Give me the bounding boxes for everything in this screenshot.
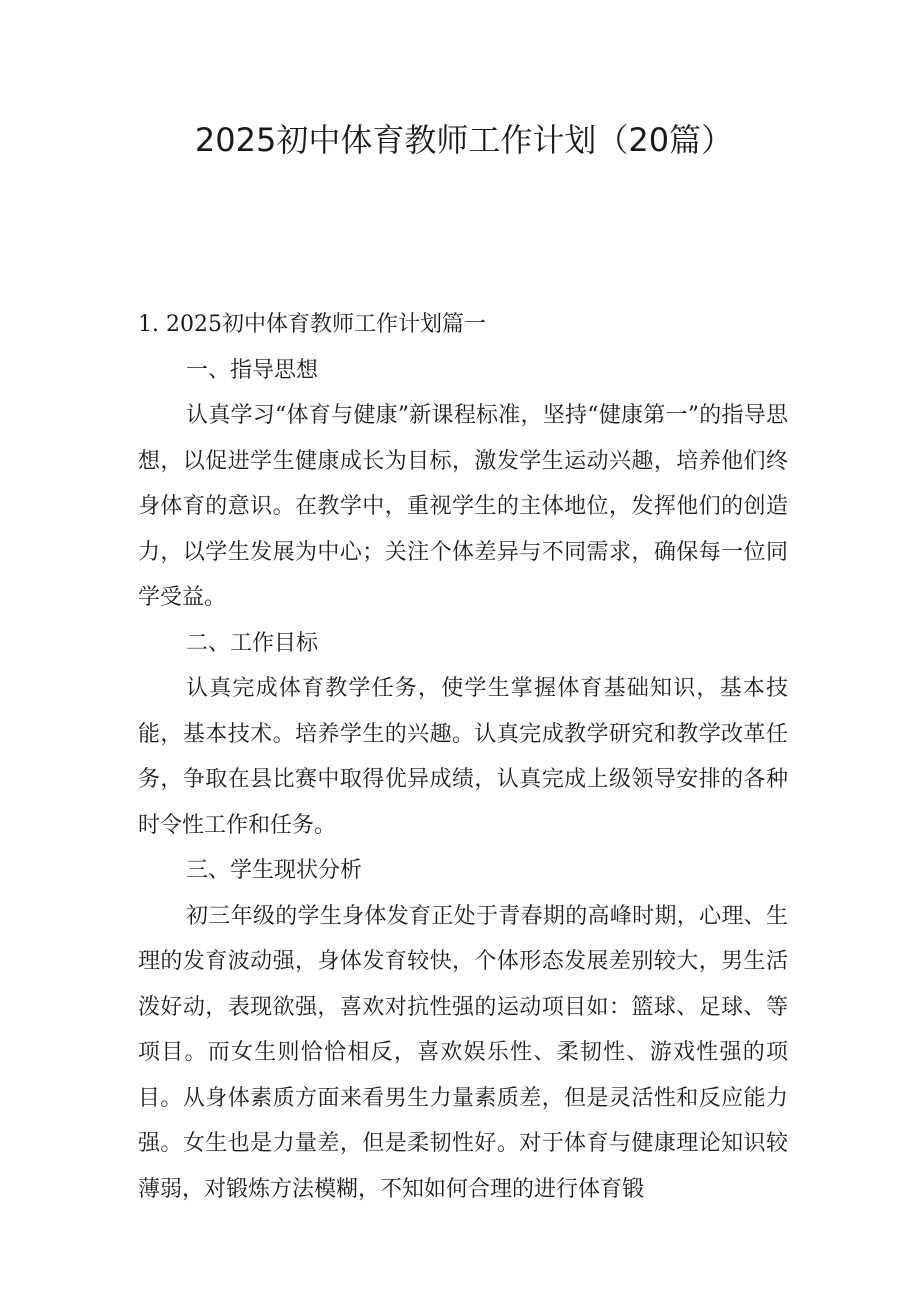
heading-student-analysis: 三、学生现状分析 — [186, 858, 363, 883]
paragraph-guiding-ideology: 认真学习“体育与健康”新课程标准，坚持“健康第一”的指导思想，以促进学生健康成长为目标，激发学生运动兴趣，培养他们终身体育的意识。在教学中，重视学生的主体地位，发挥他们的创造力，以学生发展为中心；关注个体差异与不同需求，确保每一位同学受益。 — [138, 403, 788, 610]
paragraph-student-analysis: 初三年级的学生身体发育正处于青春期的高峰时期，心理、生理的发育波动强，身体发育较快，个体形态发展差别较大，男生活泼好动，表现欲强，喜欢对抗性强的运动项目如：篮球、足球、等项目。而女生则恰恰相反，喜欢娱乐性、柔韧性、游戏性强的项目。从身体素质方面来看男生力量素质差，但是灵活性和反应能力强。女生也是力量差，但是柔韧性好。对于体育与健康理论知识较薄弱，对锻炼方法模糊，不知如何合理的进行体育锻 — [138, 903, 788, 1202]
document-title: 2025初中体育教师工作计划（20篇） — [194, 121, 734, 159]
document-body — [138, 302, 788, 1212]
section-title: 1. 2025初中体育教师工作计划篇一 — [138, 312, 486, 337]
paragraph-work-goals: 认真完成体育教学任务，使学生掌握体育基础知识，基本技能，基本技术。培养学生的兴趣。认真完成教学研究和教学改革任务，争取在县比赛中取得优异成绩，认真完成上级领导安排的各种时令性工作和任务。 — [138, 676, 788, 838]
heading-guiding-ideology: 一、指导思想 — [186, 357, 319, 383]
heading-work-goals: 二、工作目标 — [186, 630, 319, 656]
